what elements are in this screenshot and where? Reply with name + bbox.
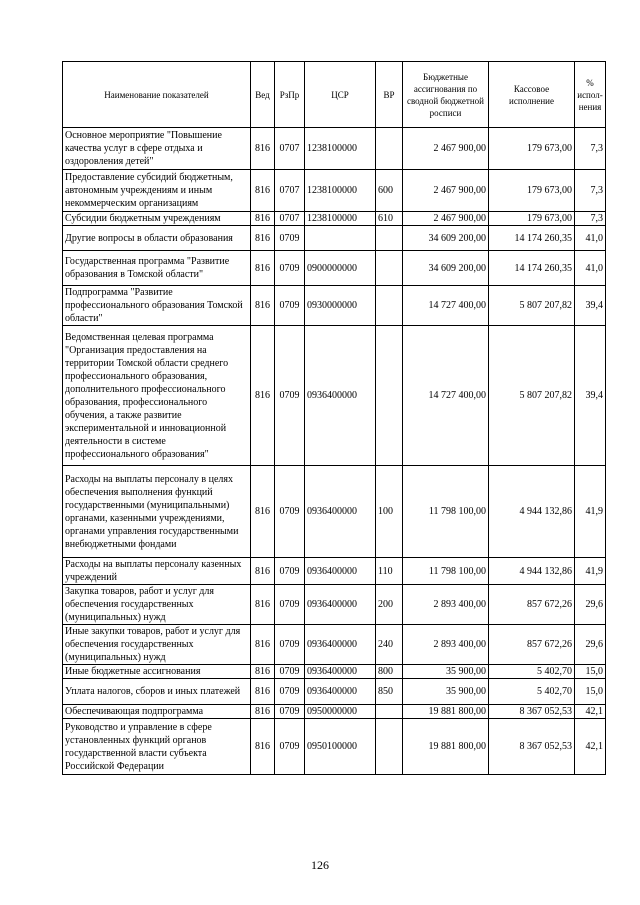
cell-vr: 850 [376,679,403,705]
cell-pct: 39,4 [575,326,606,466]
header-budget: Бюджетные ассигнования по сводной бюджетной росписи [403,62,489,128]
cell-budget: 35 900,00 [403,665,489,679]
cell-csr: 0936400000 [305,326,376,466]
table-row [63,128,606,170]
cell-budget: 35 900,00 [403,679,489,705]
cell-vr [376,128,403,170]
cell-vr [376,286,403,326]
header-rzpr: РзПр [275,62,305,128]
cell-pct: 15,0 [575,679,606,705]
cell-budget: 19 881 800,00 [403,719,489,775]
cell-rzpr: 0709 [275,679,305,705]
cell-name: Иные бюджетные ассигнования [63,665,251,679]
cell-name: Расходы на выплаты персоналу казенных учреждений [63,558,251,585]
cell-csr: 0936400000 [305,625,376,665]
cell-cash: 5 807 207,82 [489,326,575,466]
cell-rzpr: 0709 [275,558,305,585]
cell-name: Другие вопросы в области образования [63,226,251,251]
cell-cash: 179 673,00 [489,128,575,170]
cell-name: Ведомственная целевая программа "Организация предоставления на территории Томской области среднего профессионального образования, дополнительного профессионального образования, профессионального обучения, а также развитие экспериментальной и инновационной деятельности в системе профессионального образования" [63,326,251,466]
cell-rzpr: 0709 [275,719,305,775]
cell-budget: 2 467 900,00 [403,212,489,226]
cell-rzpr: 0709 [275,625,305,665]
cell-name: Обеспечивающая подпрограмма [63,705,251,719]
cell-csr [305,226,376,251]
table-row [63,212,606,226]
cell-csr: 0950100000 [305,719,376,775]
cell-vr [376,251,403,286]
cell-budget: 11 798 100,00 [403,558,489,585]
cell-csr: 0950000000 [305,705,376,719]
table-row [63,466,606,558]
cell-budget: 2 893 400,00 [403,585,489,625]
cell-ved: 816 [251,170,275,212]
header-ved: Вед [251,62,275,128]
cell-rzpr: 0709 [275,326,305,466]
cell-rzpr: 0707 [275,212,305,226]
cell-name: Иные закупки товаров, работ и услуг для обеспечения государственных (муниципальных) нужд [63,625,251,665]
cell-cash: 179 673,00 [489,212,575,226]
cell-name: Основное мероприятие "Повышение качества услуг в сфере отдыха и оздоровления детей" [63,128,251,170]
cell-cash: 857 672,26 [489,625,575,665]
cell-budget: 14 727 400,00 [403,326,489,466]
cell-csr: 0930000000 [305,286,376,326]
cell-rzpr: 0709 [275,226,305,251]
cell-cash: 5 807 207,82 [489,286,575,326]
cell-cash: 5 402,70 [489,665,575,679]
cell-rzpr: 0709 [275,585,305,625]
cell-rzpr: 0709 [275,705,305,719]
cell-vr: 600 [376,170,403,212]
cell-ved: 816 [251,128,275,170]
cell-csr: 0936400000 [305,466,376,558]
header-vr: ВР [376,62,403,128]
cell-vr: 240 [376,625,403,665]
header-pct: % испол-нения [575,62,606,128]
cell-name: Расходы на выплаты персоналу в целях обеспечения выполнения функций государственными (муниципальными) органами, казенными учреждениями, органами управления государственными внебюджетными фондами [63,466,251,558]
cell-name: Закупка товаров, работ и услуг для обеспечения государственных (муниципальных) нужд [63,585,251,625]
cell-ved: 816 [251,625,275,665]
cell-name: Субсидии бюджетным учреждениям [63,212,251,226]
cell-pct: 39,4 [575,286,606,326]
table-row [63,665,606,679]
cell-cash: 4 944 132,86 [489,558,575,585]
cell-csr: 0936400000 [305,679,376,705]
table-row [63,286,606,326]
cell-pct: 41,9 [575,466,606,558]
cell-ved: 816 [251,665,275,679]
cell-csr: 1238100000 [305,128,376,170]
cell-ved: 816 [251,251,275,286]
table-row [63,170,606,212]
header-csr: ЦСР [305,62,376,128]
cell-pct: 7,3 [575,212,606,226]
cell-vr: 800 [376,665,403,679]
cell-name: Уплата налогов, сборов и иных платежей [63,679,251,705]
table-row [63,226,606,251]
cell-cash: 8 367 052,53 [489,705,575,719]
cell-budget: 19 881 800,00 [403,705,489,719]
cell-budget: 2 467 900,00 [403,170,489,212]
cell-ved: 816 [251,212,275,226]
cell-csr: 0936400000 [305,665,376,679]
cell-pct: 42,1 [575,719,606,775]
table-row [63,719,606,775]
cell-vr: 610 [376,212,403,226]
table-header-row [63,62,606,128]
cell-vr: 110 [376,558,403,585]
cell-vr [376,326,403,466]
cell-rzpr: 0707 [275,170,305,212]
header-cash: Кассовое исполнение [489,62,575,128]
cell-ved: 816 [251,466,275,558]
cell-ved: 816 [251,719,275,775]
cell-rzpr: 0709 [275,466,305,558]
cell-pct: 41,9 [575,558,606,585]
cell-ved: 816 [251,326,275,466]
cell-cash: 857 672,26 [489,585,575,625]
cell-cash: 5 402,70 [489,679,575,705]
cell-rzpr: 0709 [275,665,305,679]
cell-pct: 7,3 [575,170,606,212]
cell-rzpr: 0709 [275,251,305,286]
table-row [63,558,606,585]
table-row [63,251,606,286]
cell-pct: 29,6 [575,625,606,665]
cell-ved: 816 [251,585,275,625]
table-row [63,705,606,719]
budget-table [62,61,606,775]
cell-cash: 4 944 132,86 [489,466,575,558]
cell-ved: 816 [251,679,275,705]
cell-name: Государственная программа "Развитие образования в Томской области" [63,251,251,286]
cell-rzpr: 0707 [275,128,305,170]
cell-name: Предоставление субсидий бюджетным, автономным учреждениям и иным некоммерческим организациям [63,170,251,212]
table-row [63,625,606,665]
cell-ved: 816 [251,705,275,719]
cell-vr: 200 [376,585,403,625]
cell-csr: 0936400000 [305,585,376,625]
cell-csr: 1238100000 [305,170,376,212]
cell-budget: 2 893 400,00 [403,625,489,665]
header-name: Наименование показателей [63,62,251,128]
cell-budget: 2 467 900,00 [403,128,489,170]
cell-name: Руководство и управление в сфере установленных функций органов государственной власти субъекта Российской Федерации [63,719,251,775]
cell-rzpr: 0709 [275,286,305,326]
table-row [63,326,606,466]
cell-budget: 11 798 100,00 [403,466,489,558]
cell-pct: 29,6 [575,585,606,625]
cell-budget: 14 727 400,00 [403,286,489,326]
cell-vr: 100 [376,466,403,558]
cell-csr: 0936400000 [305,558,376,585]
cell-vr [376,226,403,251]
cell-pct: 41,0 [575,251,606,286]
cell-ved: 816 [251,226,275,251]
cell-cash: 14 174 260,35 [489,226,575,251]
cell-vr [376,719,403,775]
page-number: 126 [311,858,329,872]
cell-vr [376,705,403,719]
cell-ved: 816 [251,558,275,585]
cell-cash: 8 367 052,53 [489,719,575,775]
cell-budget: 34 609 200,00 [403,226,489,251]
table-row [63,679,606,705]
cell-pct: 42,1 [575,705,606,719]
cell-csr: 1238100000 [305,212,376,226]
cell-csr: 0900000000 [305,251,376,286]
cell-cash: 179 673,00 [489,170,575,212]
table-row [63,585,606,625]
cell-pct: 15,0 [575,665,606,679]
cell-pct: 41,0 [575,226,606,251]
cell-budget: 34 609 200,00 [403,251,489,286]
cell-pct: 7,3 [575,128,606,170]
cell-ved: 816 [251,286,275,326]
cell-cash: 14 174 260,35 [489,251,575,286]
cell-name: Подпрограмма "Развитие профессионального образования Томской области" [63,286,251,326]
